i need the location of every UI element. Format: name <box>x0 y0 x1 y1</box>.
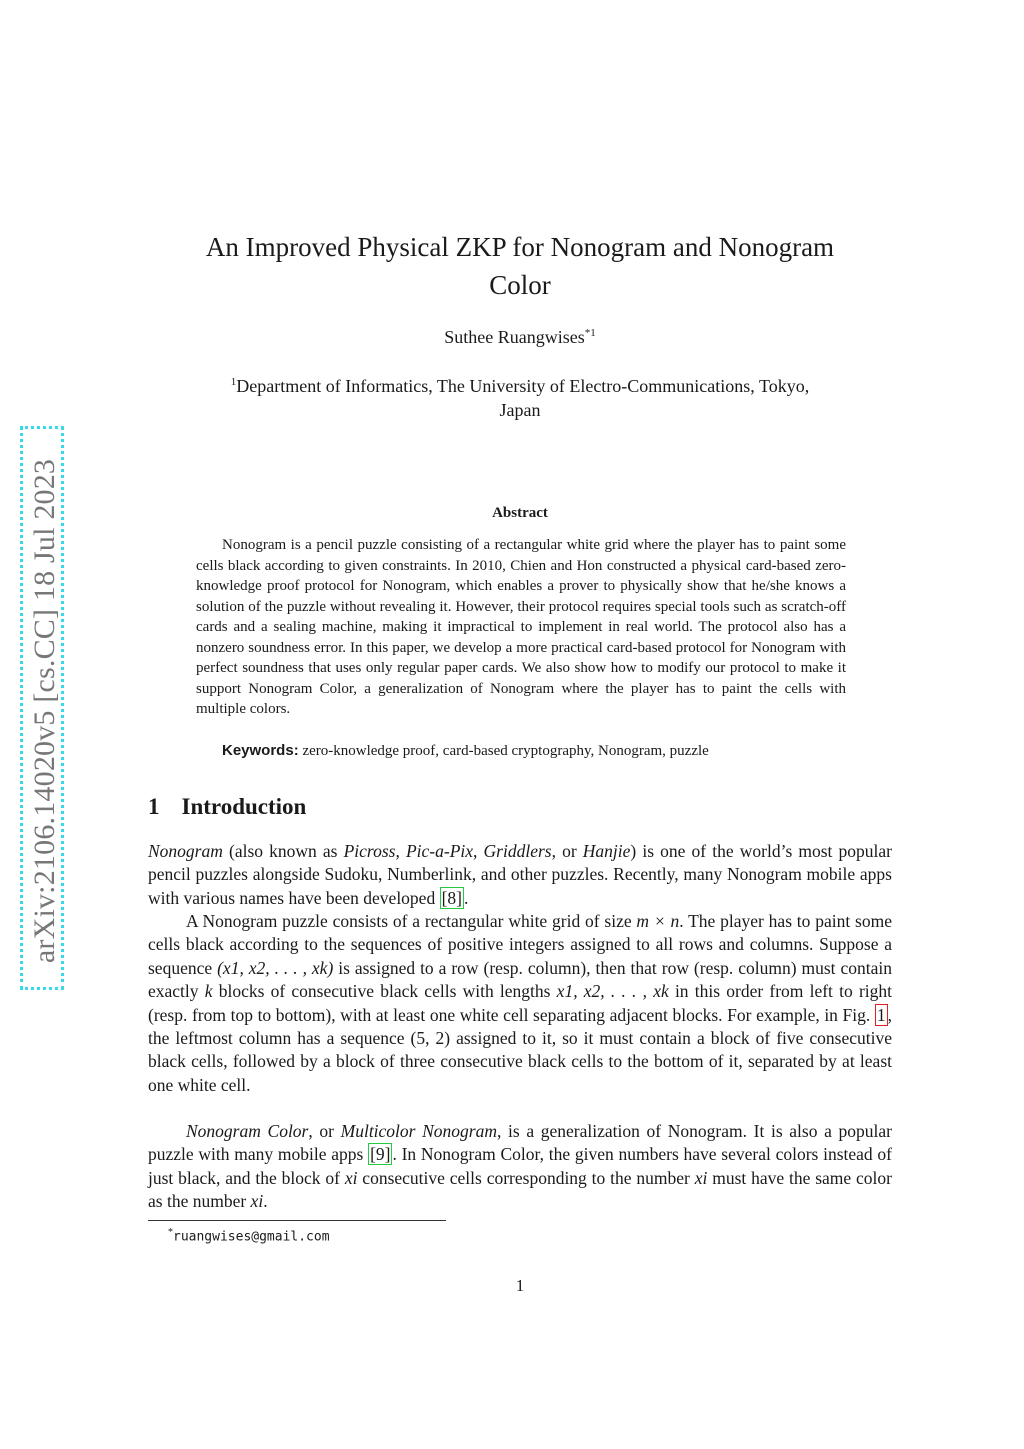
math-sequence: (x1, x2, . . . , xk) <box>217 957 334 978</box>
abstract-heading: Abstract <box>492 505 548 521</box>
citation-link-9[interactable]: [9] <box>370 1144 391 1165</box>
math-xi: xi <box>694 1167 708 1188</box>
paragraph-2: A Nonogram puzzle consists of a rectangular white grid of size m × n. The player has to paint some cells black according to the sequences of positive integers assigned to all rows and columns. Suppose a sequence (x1, x2, . . . , xk) is assigned to a row (resp. column), then that row (resp. column) must contain exactly k blocks of consecutive black cells with lengths x1, x2, . . . , xk in this order from left to right (resp. from top to bottom), with at least one white cell separating adjacent blocks. For example, in Fig. 1 , the leftmost column has a sequence (5, 2) assigned to it, so it must contain a block of five consecutive black cells, followed by a block of three consecutive black cells to the bottom of it, separated by at least one white cell. <box>148 911 893 1095</box>
keywords <box>196 741 846 761</box>
title-line-2: Color <box>489 270 551 300</box>
paper-title <box>140 228 900 304</box>
citation-link-8[interactable]: [8] <box>441 887 462 908</box>
affiliation-mark: 1 <box>230 376 237 388</box>
arxiv-id[interactable]: arXiv:2106.14020v5 [cs.CC] 18 Jul 2023 <box>28 458 61 964</box>
math-pair: (5, 2) <box>410 1028 451 1049</box>
footnote-mark: * <box>168 1227 173 1238</box>
affiliation-line-2: Japan <box>499 400 541 420</box>
affiliation <box>140 370 900 422</box>
math-grid-size: m × n <box>636 911 680 931</box>
keywords-text: zero-knowledge proof, card-based cryptography, Nonogram, puzzle <box>302 743 709 759</box>
author-marks: *1 <box>584 327 596 339</box>
footnote-rule <box>148 1220 446 1221</box>
math-k: k <box>204 981 213 1002</box>
math-xi: xi <box>250 1191 264 1212</box>
section-title: Introduction <box>181 794 307 819</box>
footnote-email[interactable]: ruangwises@gmail.com <box>173 1229 330 1245</box>
author-name: Suthee Ruangwises <box>444 327 585 347</box>
abstract-text: Nonogram is a pencil puzzle consisting of a rectangular white grid where the player has to paint some cells black according to given constraints. In 2010, Chien and Hon constructed a physical card-based zero-knowledge proof protocol for Nonogram, which enables a prover to physically show that he/she knows a solution of the puzzle without revealing it. However, their protocol requires special tools such as scratch-off cards and a sealing machine, making it impractical to implement in real world. The protocol also has a nonzero soundness error. In this paper, we develop a more practical card-based protocol for Nonogram with perfect soundness that uses only regular paper cards. We also show how to modify our protocol to make it support Nonogram Color, a generalization of Nonogram where the player has to paint the cells with multiple colors. <box>196 537 846 717</box>
affiliation-line-1: Department of Informatics, The University of Electro-Communications, Tokyo, <box>236 376 810 396</box>
page-number: 1 <box>515 1276 525 1295</box>
math-xi: xi <box>344 1167 358 1188</box>
section-number: 1 <box>148 794 160 819</box>
section-heading <box>148 794 306 820</box>
paragraph-3: Nonogram Color, or Multicolor Nonogram, is a generalization of Nonogram. It is also a popular puzzle with many mobile apps [9] . In Nonogram Color, the given numbers have several colors instead of just black, and the block of xi consecutive cells corresponding to the number xi must have the same color as the number xi. <box>148 1121 892 1212</box>
footnote <box>168 1227 330 1244</box>
keywords-label: Keywords: <box>222 742 299 759</box>
paragraph-1: Nonogram (also known as Picross, Pic-a-Pix, Griddlers, or Hanjie) is one of the world’s most popular pencil puzzles alongside Sudoku, Numberlink, and other puzzles. Recently, many Nonogram mobile apps with various names have been developed [8] . <box>148 841 893 908</box>
author-line <box>140 327 900 348</box>
figure-link-1[interactable]: 1 <box>876 1004 886 1025</box>
title-line-1: An Improved Physical ZKP for Nonogram and Nonogram <box>205 232 835 262</box>
math-lengths: x1, x2, . . . , xk <box>556 981 669 1002</box>
arxiv-stamp[interactable] <box>20 426 64 990</box>
